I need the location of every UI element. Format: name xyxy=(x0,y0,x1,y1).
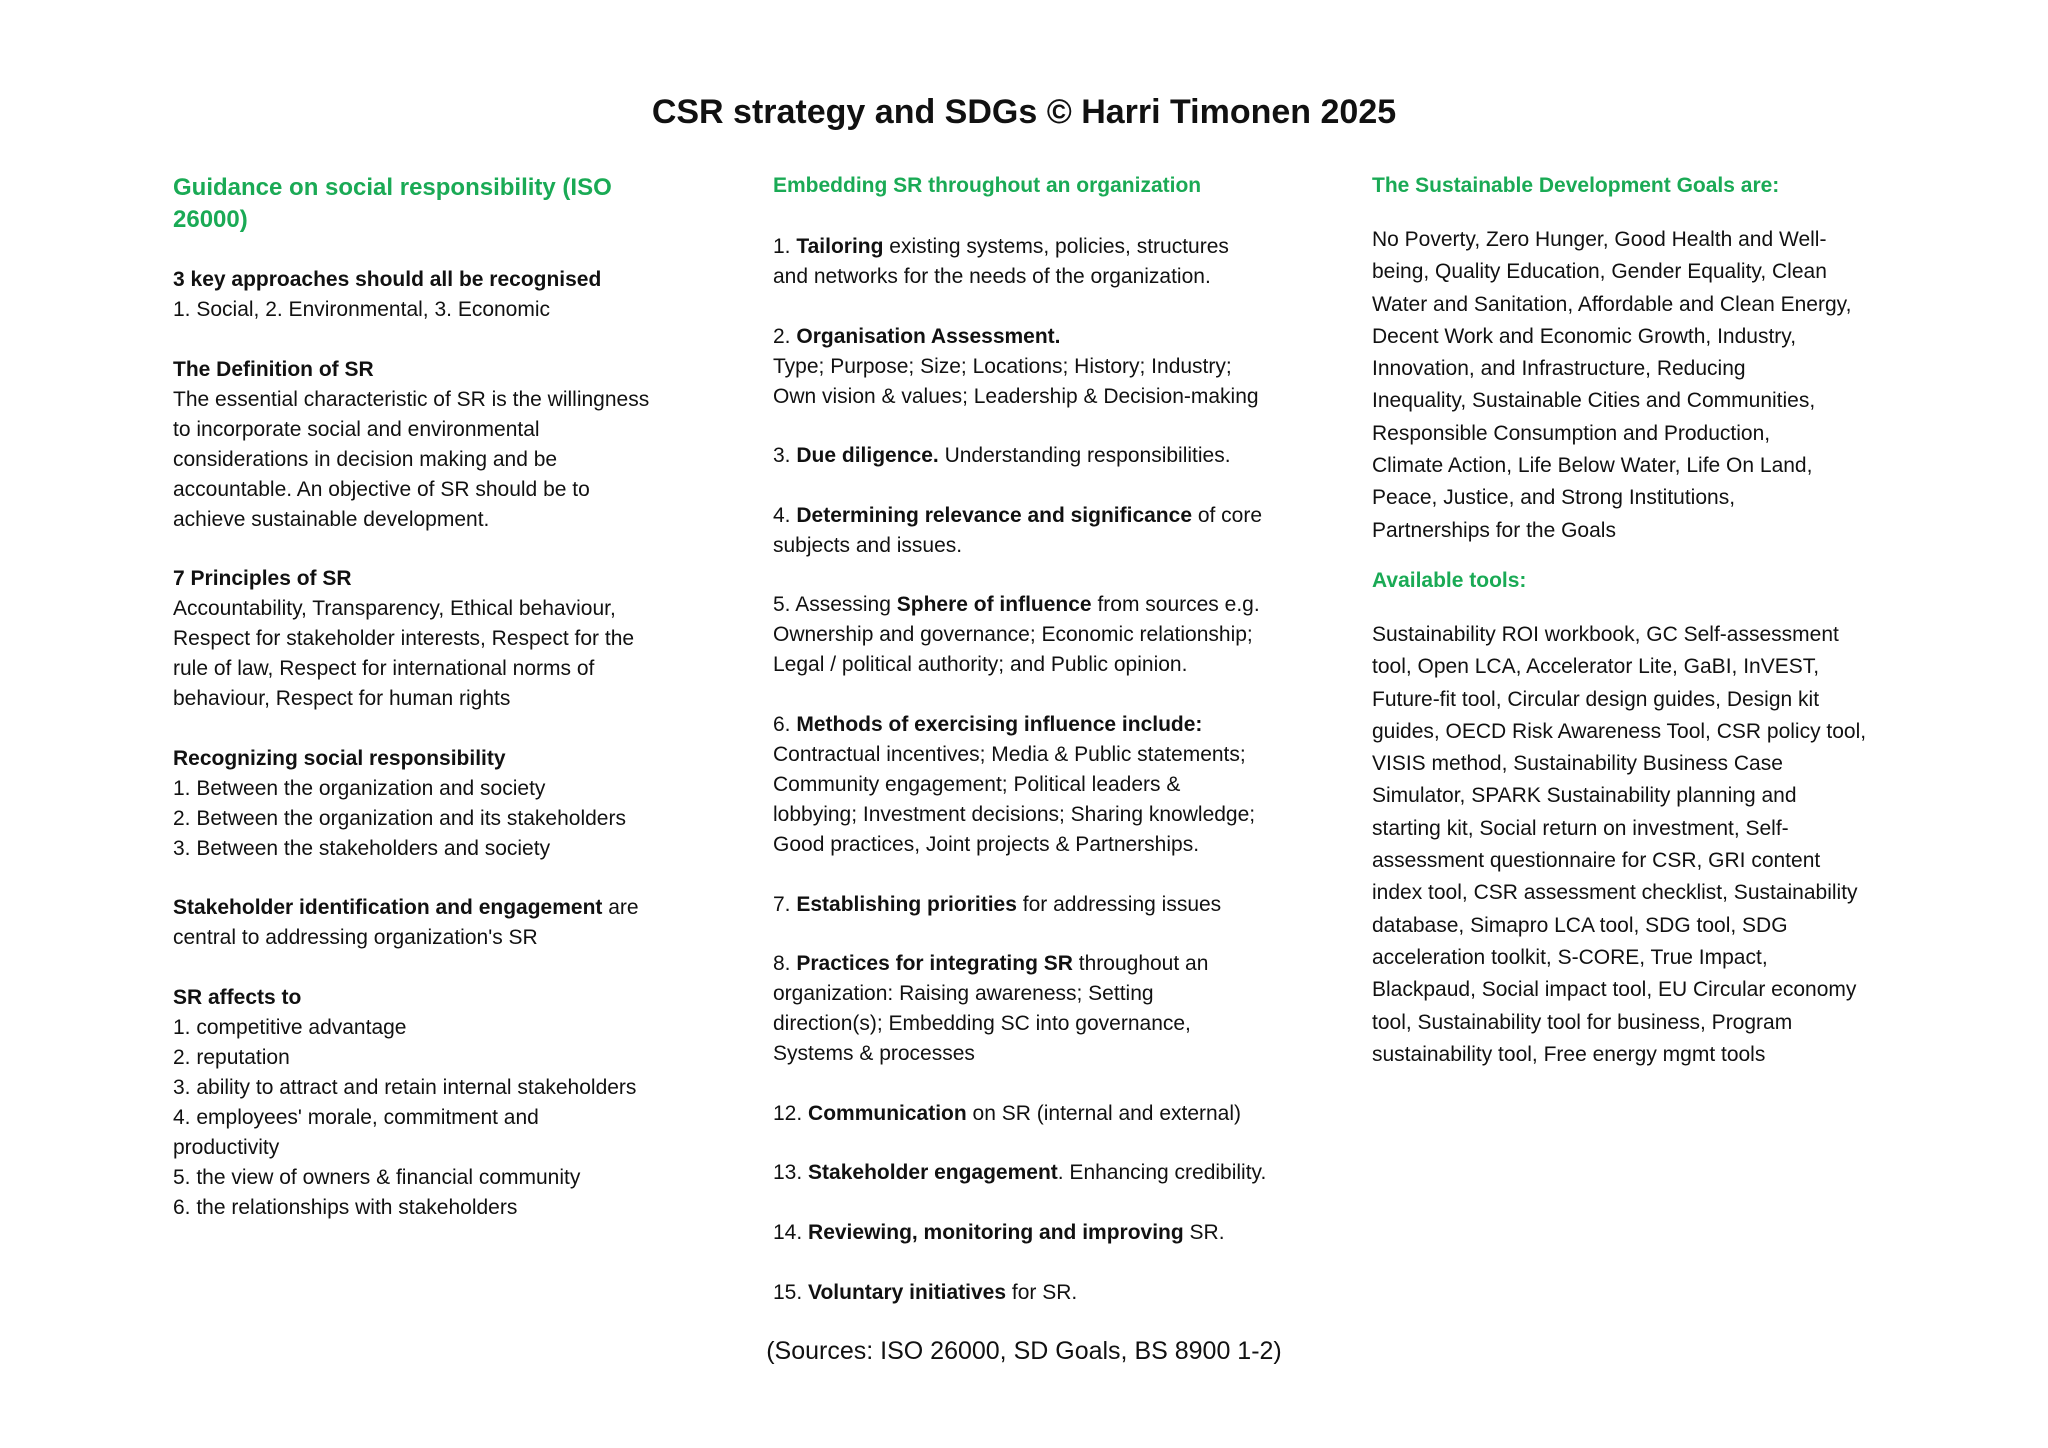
bold-phrase: Voluntary initiatives xyxy=(808,1280,1007,1304)
text-line: central to addressing organization's SR xyxy=(173,926,538,950)
text-line: Ownership and governance; Economic relationship; xyxy=(773,623,1253,647)
section-title: The Definition of SR xyxy=(173,357,374,381)
step-number: 7. xyxy=(773,892,797,916)
text-line: tool, Sustainability tool for business, Program xyxy=(1372,1010,1793,1034)
text-line: direction(s); Embedding SC into governance, xyxy=(773,1012,1191,1036)
step-2 xyxy=(773,322,1313,412)
text-line: The essential characteristic of SR is the willingness xyxy=(173,387,650,411)
text-line: to incorporate social and environmental xyxy=(173,417,540,441)
tools-heading: Available tools: xyxy=(1372,568,1527,592)
text-fragment: SR. xyxy=(1183,1220,1225,1244)
text-line: Accountability, Transparency, Ethical behaviour, xyxy=(173,597,616,621)
step-15 xyxy=(773,1278,1313,1308)
text-fragment: throughout an xyxy=(1072,952,1209,976)
section-title: SR affects to xyxy=(173,985,302,1009)
text-line: acceleration toolkit, S-CORE, True Impact, xyxy=(1372,945,1768,969)
step-3 xyxy=(773,441,1313,471)
step-8 xyxy=(773,949,1313,1069)
text-fragment: from sources e.g. xyxy=(1091,593,1260,617)
step-number: 12. xyxy=(773,1101,809,1125)
text-line: achieve sustainable development. xyxy=(173,507,490,531)
text-line: Inequality, Sustainable Cities and Communities, xyxy=(1372,389,1816,413)
step-number: 5. Assessing xyxy=(773,593,897,617)
embedding-heading: Embedding SR throughout an organization xyxy=(773,174,1202,197)
list-item: 3. Between the stakeholders and society xyxy=(173,836,551,860)
text-line: being, Quality Education, Gender Equality, Clean xyxy=(1372,260,1827,284)
text-line: subjects and issues. xyxy=(773,533,963,557)
text-line: assessment questionnaire for CSR, GRI content xyxy=(1372,849,1821,873)
text-line: sustainability tool, Free energy mgmt tools xyxy=(1372,1042,1766,1066)
text-fragment: existing systems, policies, structures xyxy=(883,235,1229,258)
step-number: 4. xyxy=(773,503,797,527)
text-line: Contractual incentives; Media & Public statements; xyxy=(773,742,1246,766)
text-line: Blackpaud, Social impact tool, EU Circular economy xyxy=(1372,978,1857,1002)
iso-26000-column xyxy=(173,172,693,1253)
text-fragment: of core xyxy=(1192,503,1263,527)
list-item: 4. employees' morale, commitment and xyxy=(173,1105,539,1129)
list-item: 2. reputation xyxy=(173,1045,290,1069)
list-item: 2. Between the organization and its stakeholders xyxy=(173,806,626,830)
bold-phrase: Organisation Assessment. xyxy=(796,324,1061,348)
tools-list xyxy=(1372,619,1902,1071)
text-line: No Poverty, Zero Hunger, Good Health and Well- xyxy=(1372,228,1827,251)
page-title: CSR strategy and SDGs © Harri Timonen 2025 xyxy=(651,93,1397,131)
step-number: 14. xyxy=(773,1220,809,1244)
text-line: database, Simapro LCA tool, SDG tool, SDG xyxy=(1372,913,1788,937)
principles-section xyxy=(173,564,693,714)
bold-phrase: Sphere of influence xyxy=(896,593,1092,617)
text-line: and networks for the needs of the organization. xyxy=(773,265,1211,288)
text-line: rule of law, Respect for international norms of xyxy=(173,657,595,681)
step-6 xyxy=(773,710,1313,860)
section-title: 3 key approaches should all be recognised xyxy=(173,268,602,291)
step-number: 6. xyxy=(773,712,797,736)
recognizing-section xyxy=(173,744,693,864)
section-title: Recognizing social responsibility xyxy=(173,746,506,770)
definition-section xyxy=(173,355,693,535)
step-number: 8. xyxy=(773,952,797,976)
text-line: Respect for stakeholder interests, Respect for the xyxy=(173,627,635,651)
step-14 xyxy=(773,1218,1313,1248)
step-number: 15. xyxy=(773,1280,809,1304)
step-number: 3. xyxy=(773,444,797,468)
sdg-list xyxy=(1372,224,1902,547)
step-number: 2. xyxy=(773,324,797,348)
iso-heading: Guidance on social responsibility (ISO 26000) xyxy=(173,174,612,233)
text-line: Own vision & values; Leadership & Decision-making xyxy=(773,384,1259,408)
step-13 xyxy=(773,1158,1313,1188)
text-line: Sustainability ROI workbook, GC Self-assessment xyxy=(1372,622,1839,646)
list-item: productivity xyxy=(173,1135,280,1159)
text-line: Innovation, and Infrastructure, Reducing xyxy=(1372,357,1746,381)
text-line: accountable. An objective of SR should be to xyxy=(173,477,590,501)
list-item: 6. the relationships with stakeholders xyxy=(173,1195,518,1219)
list-item: 3. ability to attract and retain internal stakeholders xyxy=(173,1075,637,1099)
step-number: 13. xyxy=(773,1161,809,1185)
text-line: Decent Work and Economic Growth, Industry, xyxy=(1372,324,1797,348)
step-5 xyxy=(773,590,1313,680)
text-line: Future-fit tool, Circular design guides, Design kit xyxy=(1372,687,1820,711)
text-line: Good practices, Joint projects & Partnerships. xyxy=(773,832,1200,856)
text-line: behaviour, Respect for human rights xyxy=(173,687,511,711)
text-line: Peace, Justice, and Strong Institutions, xyxy=(1372,486,1736,510)
sources-footer: (Sources: ISO 26000, SD Goals, BS 8900 1-2) xyxy=(766,1337,1282,1365)
list-item: 1. Between the organization and society xyxy=(173,776,546,800)
text-line: Water and Sanitation, Affordable and Clean Energy, xyxy=(1372,292,1852,316)
bold-phrase: Determining relevance and significance xyxy=(796,503,1192,527)
text-line: Responsible Consumption and Production, xyxy=(1372,421,1771,445)
text-fragment: Understanding responsibilities. xyxy=(938,444,1231,468)
list-item: 5. the view of owners & financial community xyxy=(173,1165,581,1189)
text-fragment: for SR. xyxy=(1006,1280,1078,1304)
bold-phrase: Due diligence. xyxy=(796,444,939,468)
section-text: 1. Social, 2. Environmental, 3. Economic xyxy=(173,298,551,321)
bold-phrase: Stakeholder engagement xyxy=(808,1161,1058,1185)
section-title: 7 Principles of SR xyxy=(173,567,352,591)
text-line: Legal / political authority; and Public opinion. xyxy=(773,653,1188,677)
text-line: considerations in decision making and be xyxy=(173,447,558,471)
text-line: VISIS method, Sustainability Business Case xyxy=(1372,752,1783,776)
step-number: 1. xyxy=(773,235,797,258)
text-line: Systems & processes xyxy=(773,1042,975,1066)
sr-affects-section xyxy=(173,983,693,1223)
text-line: Partnerships for the Goals xyxy=(1372,518,1616,542)
text-line: organization: Raising awareness; Setting xyxy=(773,982,1154,1006)
bold-phrase: Stakeholder identification and engagement xyxy=(173,896,603,920)
text-line: Simulator, SPARK Sustainability planning and xyxy=(1372,784,1797,808)
text-line: guides, OECD Risk Awareness Tool, CSR policy tool, xyxy=(1372,719,1867,743)
text-line: tool, Open LCA, Accelerator Lite, GaBI, InVEST, xyxy=(1372,655,1820,679)
text-line: starting kit, Social return on investment, Self- xyxy=(1372,816,1789,840)
text-fragment: on SR (internal and external) xyxy=(966,1101,1242,1125)
stakeholder-section xyxy=(173,893,693,953)
step-1 xyxy=(773,232,1313,292)
bold-phrase: Tailoring xyxy=(796,235,884,258)
sdg-column xyxy=(1372,172,1902,1091)
text-fragment: are xyxy=(602,896,639,920)
bold-phrase: Establishing priorities xyxy=(796,892,1017,916)
embedding-column xyxy=(773,172,1313,1337)
bold-phrase: Reviewing, monitoring and improving xyxy=(808,1220,1184,1244)
text-line: Community engagement; Political leaders & xyxy=(773,772,1181,796)
key-approaches-section xyxy=(173,265,693,325)
sdg-heading: The Sustainable Development Goals are: xyxy=(1372,174,1780,197)
text-line: index tool, CSR assessment checklist, Sustainability xyxy=(1372,881,1858,905)
text-fragment: for addressing issues xyxy=(1016,892,1222,916)
step-4 xyxy=(773,501,1313,561)
text-fragment: . Enhancing credibility. xyxy=(1057,1161,1267,1185)
list-item: 1. competitive advantage xyxy=(173,1015,407,1039)
text-line: lobbying; Investment decisions; Sharing knowledge; xyxy=(773,802,1256,826)
text-line: Type; Purpose; Size; Locations; History; Industry; xyxy=(773,354,1232,378)
step-7 xyxy=(773,890,1313,920)
step-12 xyxy=(773,1099,1313,1129)
bold-phrase: Methods of exercising influence include: xyxy=(796,712,1203,736)
text-line: Climate Action, Life Below Water, Life On Land, xyxy=(1372,454,1813,478)
bold-phrase: Communication xyxy=(808,1101,967,1125)
bold-phrase: Practices for integrating SR xyxy=(796,952,1073,976)
